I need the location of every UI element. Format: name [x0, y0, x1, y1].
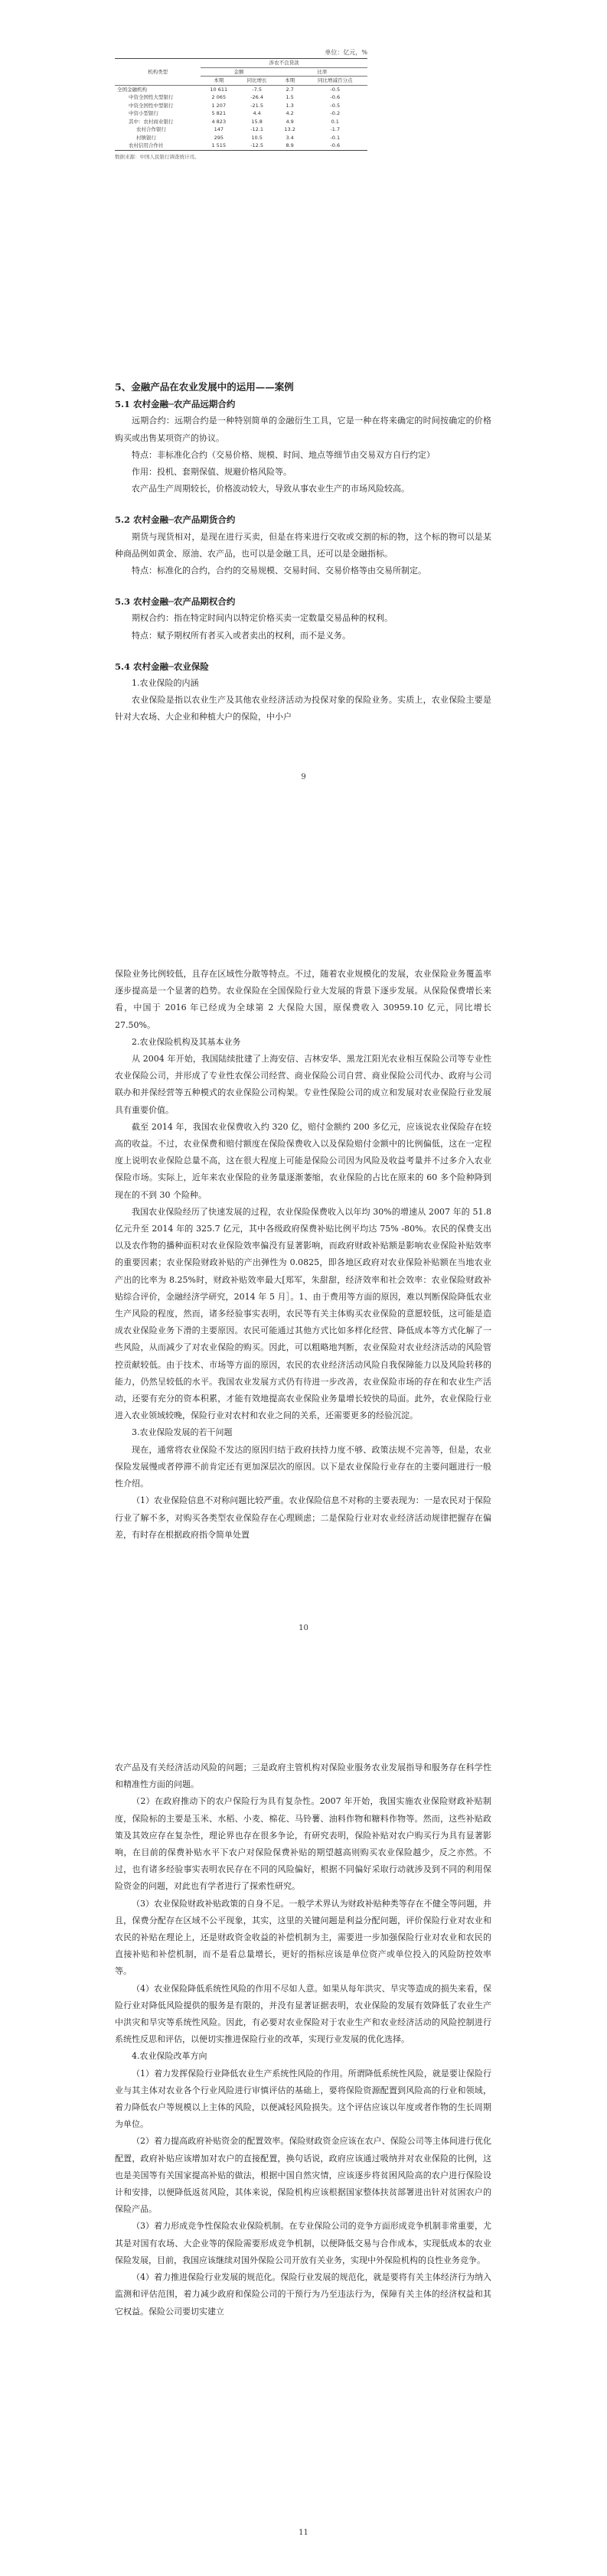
subsection-heading: 5.2 农村金融─农产品期货合约 — [115, 514, 236, 526]
paragraph: （2）着力提高政府补贴资金的配置效率。保险财政资金应该在农户、保险公司等主体间进行优化配置，政府补贴应该增加对农户的直接配置，换句话说，政府应该通过吸纳并对农业保险的比例，这也是美国等有关国家提高补贴的做法，根据中国自然灾情，应该逐步将贫困风险高的农户进行保险设计和安排，以便降低返贫风险，其体来说，保险机构应该根据国家整体扶贫部署进出针对贫困农户的保险产品。 — [115, 2136, 491, 2215]
table-row — [115, 85, 367, 93]
col-header: 同比增减百分点 — [302, 77, 367, 86]
col-header: 本期 — [201, 77, 237, 86]
table-cell: 5 821 — [211, 110, 227, 116]
paragraph: 农产品及有关经济活动风险的问题；三是政府主管机构对保险业服务农业发展指导和服务存在科学性和精准性方面的问题。 — [115, 1762, 491, 1790]
table-cell: -0.5 — [330, 102, 341, 109]
page-3 — [0, 1717, 607, 2576]
table-cell: -21.5 — [250, 102, 264, 109]
table-cell: -7.5 — [252, 86, 262, 93]
paragraph: （3）着力形成竞争性保险农业保险机制。在专业保险公司的竞争方面形成竞争机制非常重要，尤其是对国有农场、大企业等的保险需要形成竞争机制，以便降低交易与合作成本，实现低成本的农业保险发展，目前，我国应该继续对国外保险公司开放有关业务，实现中外保险机构的良性业务竞争。 — [115, 2221, 491, 2265]
subsection-heading: 5.4 农村金融─农业保险 — [115, 660, 209, 672]
paragraph: 3.农业保险发展的若干问题 — [132, 1427, 233, 1438]
data-table — [115, 58, 367, 151]
col-header-ratio: 比率 — [277, 67, 367, 77]
paragraph: 截至 2014 年，我国农业保费收入约 320 亿，赔付金额约 200 多亿元，应该说农业保险存在较高的收益。不过，农业保费和赔付额度在保险保费收入以及保险赔付金额中的比例偏低，这在一定程度上说明农业保险总量不高，这在很大程度上可能是保险公司因为风险及收益考量并不过多介入农业保险市场。实际上，近年来农业保险的业务量逐渐萎缩，农业保险的占比在原来的 60 多个险种降到现在的不到 30 个险种。 — [115, 1121, 491, 1200]
paragraph: 特点：非标准化合约（交易价格、规模、时间、地点等细节由交易双方自行约定） — [132, 449, 435, 460]
page-2-body — [115, 966, 491, 1544]
table-cell: 4.9 — [286, 118, 294, 125]
page-1-body — [115, 379, 491, 726]
agri-npl-table — [115, 47, 367, 160]
table-cell: -0.1 — [330, 134, 341, 141]
paragraph: 现在，通常将农业保险不发达的原因归结于政府扶持力度不够、政策法规不完善等，但是，农业保险发展慢或者停滞不前肯定还有更加深层次的原因。以下是农业保险行业存在的主要问题进行一般性介绍。 — [115, 1444, 491, 1489]
table-row — [115, 118, 367, 126]
table-cell: 4.4 — [253, 110, 261, 116]
row-label: 其中：农村商业银行 — [129, 118, 174, 125]
table-source: 数据来源：中国人民银行调查统计司。 — [115, 153, 200, 160]
table-cell: 2 065 — [211, 94, 227, 100]
col-header-group: 涉农不良贷款 — [201, 59, 367, 68]
table-cell: 10 611 — [210, 86, 228, 93]
paragraph: （1）着力发挥保险行业降低农业生产系统性风险的作用。所谓降低系统性风险，就是要让保险行业与其主体对农业各个行业风险进行审慎评估的基础上，要将保险资源配置到风险高的行业和领域，着力降低农户等规模以上主体的风险，以便减轻风险损失。这个评估应该以年度或者作物的生长周期为单位。 — [115, 2068, 491, 2130]
table-row — [115, 93, 367, 102]
table-cell: 1 515 — [201, 142, 237, 150]
paragraph: 从 2004 年开始，我国陆续批建了上海安信、吉林安华、黑龙江阳光农业相互保险公司等专业性农业保险公司，并形成了专业性农保公司经营、商业保险公司自营、商业保险公司代办、政府与公司联办和并保经营等五种模式的农业保险公司构架。专业性保险公司的成立和发展对农业保险行业发展具有重要价值。 — [115, 1054, 491, 1115]
table-cell: -0.6 — [330, 94, 341, 100]
page-2 — [0, 859, 607, 1717]
table-row — [115, 134, 367, 142]
row-label: 全国金融机构 — [117, 86, 147, 93]
page-number: 10 — [299, 1624, 308, 1632]
table-cell: -12.5 — [237, 142, 277, 150]
paragraph: （4）着力推进保险行业发展的规范化。保险行业发展的规范化，就是要将有关主体经济行为纳入监测和评估范围，着力减少政府和保险公司的干预行为乃至违法行为，保障有关主体的经济权益和其它权益。保险公司要切实建立 — [115, 2272, 491, 2317]
col-header-institution: 机构类型 — [115, 59, 201, 86]
paragraph: （4）农业保险降低系统性风险的作用不尽如人意。如果从每年洪灾、旱灾等造成的损失来看，保险行业对降低风险提供的服务是有限的，并没有显著证据表明，农业保险的发展有效降低了农业生产中洪灾和旱灾等系统性风险。因此，有必要对农业保险对于农业生产和农业经济活动的风险控制进行系统性反思和评估，以便切实推进保险行业的改革，实现行业发展的优化选择。 — [115, 1983, 491, 2045]
row-label: 农村信用合作社 — [115, 142, 201, 150]
row-label: 中资全国性大型银行 — [129, 94, 174, 100]
table-cell: 2.7 — [286, 86, 294, 93]
table-cell: 295 — [214, 134, 224, 141]
paragraph: 远期合约：远期合约是一种特别简单的金融衍生工具，它是一种在将来确定的时间按确定的价格购买或出售某项资产的协议。 — [115, 416, 491, 443]
table-cell: 4 823 — [211, 118, 227, 125]
page-3-body — [115, 1759, 491, 2320]
paragraph: （3）农业保险财政补贴政策的自身不足。一般学术界认为财政补贴种类等存在不健全等问题，并且，保费分配存在区域不公平现象，其实，这里的关键问题是利益分配问题，评价保险行业对农业和农民的补贴在理论上，还是财政资金收益的补偿机制为主，需要进一步加强保险行业对农业和农民的直接补贴和补偿机制，而不是看总量增长，更好的指标应该是单位资产或单位投入的风险防控效率等。 — [115, 1898, 491, 1977]
col-header-amount: 金额 — [201, 67, 277, 77]
section-heading: 5、金融产品在农业发展中的运用——案例 — [115, 381, 294, 393]
table-row — [115, 109, 367, 118]
table-cell: 8.9 — [277, 142, 303, 150]
table-cell: -0.2 — [330, 110, 341, 116]
paragraph: 特点：标准化的合约，合约的交易规模、交易时间、交易价格等由交易所制定。 — [132, 566, 426, 576]
table-cell: 15.8 — [251, 118, 263, 125]
page-number: 9 — [301, 773, 306, 781]
table-cell: 3.4 — [286, 134, 294, 141]
table-cell: -0.6 — [302, 142, 367, 150]
paragraph: 期权合约：指在特定时间内以特定价格买卖一定数量交易品种的权利。 — [132, 613, 393, 624]
table-row — [115, 126, 367, 134]
paragraph: 农业保险是指以农业生产及其他农业经济活动为投保对象的保险业务。实质上，农业保险主要是针对大农场、大企业和种植大户的保险，中小户 — [115, 695, 491, 722]
paragraph: （1）农业保险信息不对称问题比较严重。农业保险信息不对称的主要表现为：一是农民对于保险行业了解不多，对购买各类型农业保险存在心理顾虑；二是保险行业对农业经济活动规律把握存在偏差，有时存在根据政府指令简单处置 — [115, 1495, 491, 1540]
table-row — [115, 142, 367, 150]
paragraph: 保险业务比例较低，且存在区域性分散等特点。不过，随着农业规模化的发展，农业保险业务覆盖率逐步提高是一个显著的趋势。农业保险在全国保险行业大发展的背景下逐步发展。从保险保费增长来看，中国于 2016 年已经成为全球第 2 大保险大国，原保费收入 30959.10 亿元，同比增长 27.50%。 — [115, 969, 491, 1030]
col-header: 本期 — [277, 77, 303, 86]
row-label: 中资小型银行 — [129, 110, 158, 116]
table-cell: 4.2 — [286, 110, 294, 116]
table-row — [115, 102, 367, 110]
table-cell: 1.5 — [286, 94, 294, 100]
paragraph: 作用：投机、套期保值、规避价格风险等。 — [132, 467, 292, 478]
paragraph: （2）在政府推动下的农户保险行为具有复杂性。2007 年开始，我国实施农业保险财政补贴制度，保险标的主要是玉米、水稻、小麦、棉花、马铃薯、油料作物和糖料作物等。然而，这些补贴政策及其效应存在复杂性，理论界也存在很多争论，有研究表明，保险补贴对农户购买行为具有显著影响，在目前的保费补贴水平下农户对保险保费补贴的期望越高则购买农业保险越少，反之亦然。不过，也有诸多经验事实表明农民存在不同的风险偏好，根据不同偏好采取行动就涉及到不同的利用保险资金的问题，对此也有学者进行了探索性研究。 — [115, 1796, 491, 1892]
row-label: 农村合作银行 — [136, 126, 166, 132]
paragraph: 2.农业保险机构及其基本业务 — [132, 1036, 241, 1047]
table-cell: 10.5 — [251, 134, 263, 141]
col-header: 同比增长 — [237, 77, 277, 86]
paragraph: 农产品生产周期较长，价格波动较大，导致从事农业生产的市场风险较高。 — [132, 484, 410, 494]
table-cell: -26.4 — [250, 94, 264, 100]
paragraph: 1.农业保险的内涵 — [132, 678, 199, 689]
page-1 — [0, 0, 607, 859]
subsection-heading: 5.3 农村金融─农产品期权合约 — [115, 596, 236, 608]
table-unit: 单位：亿元，% — [325, 49, 367, 56]
subsection-heading: 5.1 农村金融─农产品远期合约 — [115, 399, 236, 410]
row-label: 村镇银行 — [136, 134, 156, 141]
table-cell: -0.5 — [330, 86, 341, 93]
row-label: 中资全国性中型银行 — [129, 102, 174, 109]
table-cell: -1.7 — [330, 126, 341, 132]
table-cell: 1.3 — [286, 102, 294, 109]
paragraph: 我国农业保险经历了快速发展的过程，农业保险保费收入以年均 30%的增速从 2007 年的 51.8 亿元升至 2014 年的 325.7 亿元，其中各级政府保费补贴比例平均达 75% -80%。农民的保费支出以及农作物的播种面积对农业保险效率偏没有显著影响，而政府财政补贴额是影响农业保险补贴效率的重要因素；农业保险财政补贴的产出弹性为 0.0825，即各地区政府对农业保险补贴额在当地农业产出的比率为 8.25%时，财政补贴效率最大[郑军，朱甜甜，经济效率和社会效率：农业保险财政补贴综合评价，金融经济学研究，2014 年 5 月］。1、由于费用等方面的原因，难以判断保险降低农业生产风险的程度，然而，诸多经验事实表明，农民等有关主体购买农业保险的意愿较低，这可能是造成农业保险业务下滑的主要原因。农民可能通过其他方式比如多样化经营、降低成本等方式化解了一些风险，从而减少了对农业保险的购买。因此，可以粗略地判断，农业保险对农业经济活动的风险管控贡献较低。由于技术、市场等方面的原因，农民的农业经济活动风险自我保障能力以及风险转移的能力，仍然呈较低的水平。我国农业发展方式仍有待进一步改善，农业保险市场的存在和农业生产活动，还要有充分的资本积累，才能有效地提高农业保险业务量增长较快的局面。此外，农业保险行业进入农业领域较晚，保险行业对农村和农业之间的关系，还需要更多的经验沉淀。 — [115, 1206, 491, 1421]
table-cell: 0.1 — [331, 118, 339, 125]
table-cell: 1 207 — [211, 102, 227, 109]
table-cell: 13.2 — [284, 126, 295, 132]
paragraph: 4.农业保险改革方向 — [132, 2051, 207, 2062]
table-cell: 147 — [214, 126, 224, 132]
page-number: 11 — [299, 2529, 308, 2537]
table-cell: -12.1 — [250, 126, 264, 132]
paragraph: 特点：赋予期权所有者买入或者卖出的权利，而不是义务。 — [132, 630, 351, 641]
paragraph: 期货与现货相对，是现在进行买卖，但是在将来进行交收或交割的标的物，这个标的物可以是某种商品例如黄金、原油、农产品，也可以是金融工具，还可以是金融指标。 — [115, 531, 491, 559]
